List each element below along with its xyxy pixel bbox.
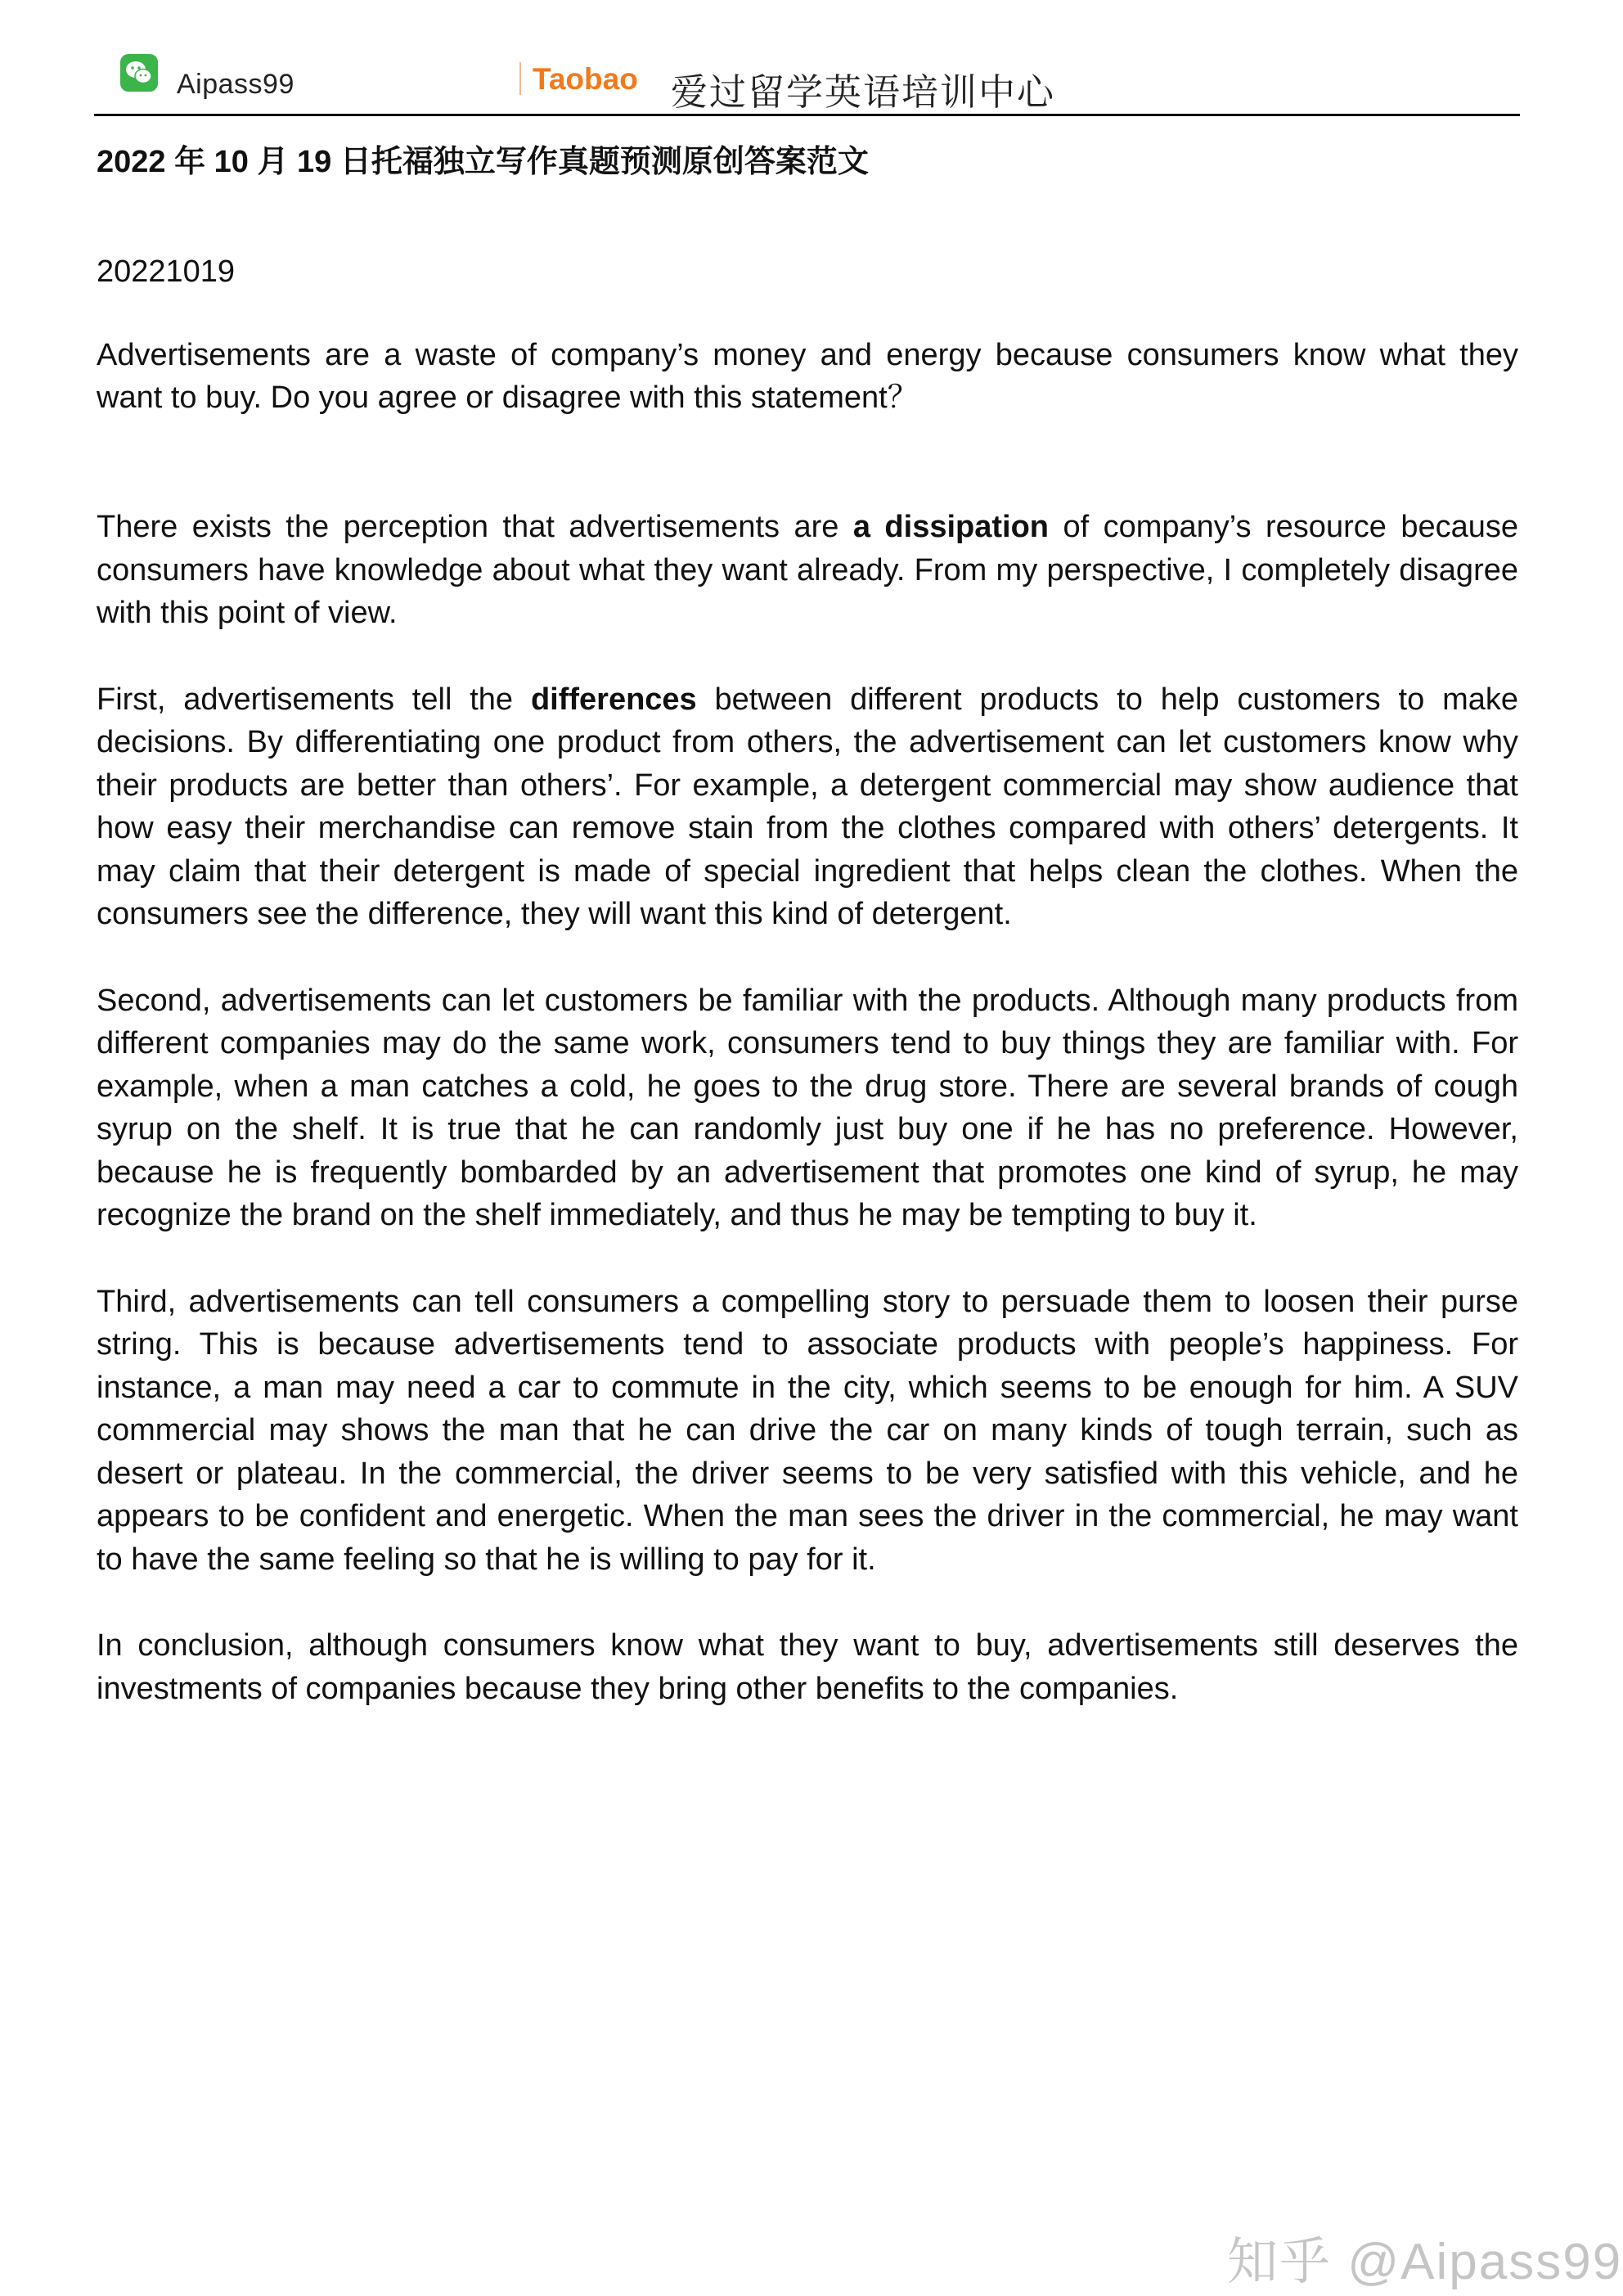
- essay-prompt: Advertisements are a waste of company’s money and energy because consumers know what they want to buy. Do you agree or disagree with this statement？: [97, 338, 1518, 415]
- essay-body-paragraph-1: [97, 678, 1518, 936]
- intro-text-after: of company’s resource because consumers have knowledge about what they want already. From my perspective, I completely disagree with this point of view.: [97, 510, 1518, 630]
- page-header: [94, 51, 1520, 116]
- essay-body-paragraph-3: Third, advertisements can tell consumers a compelling story to persuade them to loosen their purse string. This is because advertisements tend to associate products with people’s happiness. For instance, a man may need a car to commute in the city, which seems to be enough for him. A SUV commercial may shows the man that he can drive the car on many kinds of tough terrain, such as desert or plateau. In the commercial, the driver seems to be very satisfied with this vehicle, and he appears to be confident and energetic. When the man sees the driver in the commercial, he may want to have the same feeling so that he is willing to pay for it.: [97, 1284, 1518, 1577]
- essay-intro-paragraph: [97, 506, 1518, 635]
- essay-conclusion-paragraph: In conclusion, although consumers know what they want to buy, advertisements still deserves the investments of companies because they bring other benefits to the companies.: [97, 1628, 1518, 1706]
- body1-text-before: First, advertisements tell the: [97, 682, 531, 717]
- intro-text-before: There exists the perception that advertisements are: [97, 510, 853, 544]
- body1-bold-word: differences: [530, 682, 697, 717]
- taobao-label: Taobao: [533, 62, 638, 96]
- body1-text-after: between different products to help customers to make decisions. By differentiating one product from others, the advertisement can let customers know why their products are better than others’. For example, a detergent commercial may show audience that how easy their merchandise can remove stain from the clothes compared with others’ detergents. It may claim that their detergent is made of special ingredient that helps clean the clothes. When the consumers see the difference, they will want this kind of detergent.: [97, 682, 1518, 931]
- header-brand-name: Aipass99: [177, 69, 294, 100]
- document-body: [97, 141, 1518, 1710]
- document-date: 20221019: [97, 254, 236, 289]
- header-rule: [94, 114, 1520, 116]
- document-title: 2022 年 10 月 19 日托福独立写作真题预测原创答案范文: [97, 145, 869, 179]
- zhihu-watermark: 知乎 @Aipass99: [1227, 2234, 1623, 2290]
- wechat-icon: [120, 54, 158, 92]
- header-divider: [519, 62, 521, 95]
- intro-bold-phrase: a dissipation: [852, 510, 1050, 544]
- training-center-name: 爱过留学英语培训中心: [671, 70, 1056, 114]
- essay-body-paragraph-2: Second, advertisements can let customers be familiar with the products. Although many products from different companies may do the same work, consumers tend to buy things they are familiar with. For example, when a man catches a cold, he goes to the drug store. There are several brands of cough syrup on the shelf. It is true that he can randomly just buy one if he has no preference. However, because he is frequently bombarded by an advertisement that promotes one kind of syrup, he may recognize the brand on the shelf immediately, and thus he may be tempting to buy it.: [97, 983, 1518, 1232]
